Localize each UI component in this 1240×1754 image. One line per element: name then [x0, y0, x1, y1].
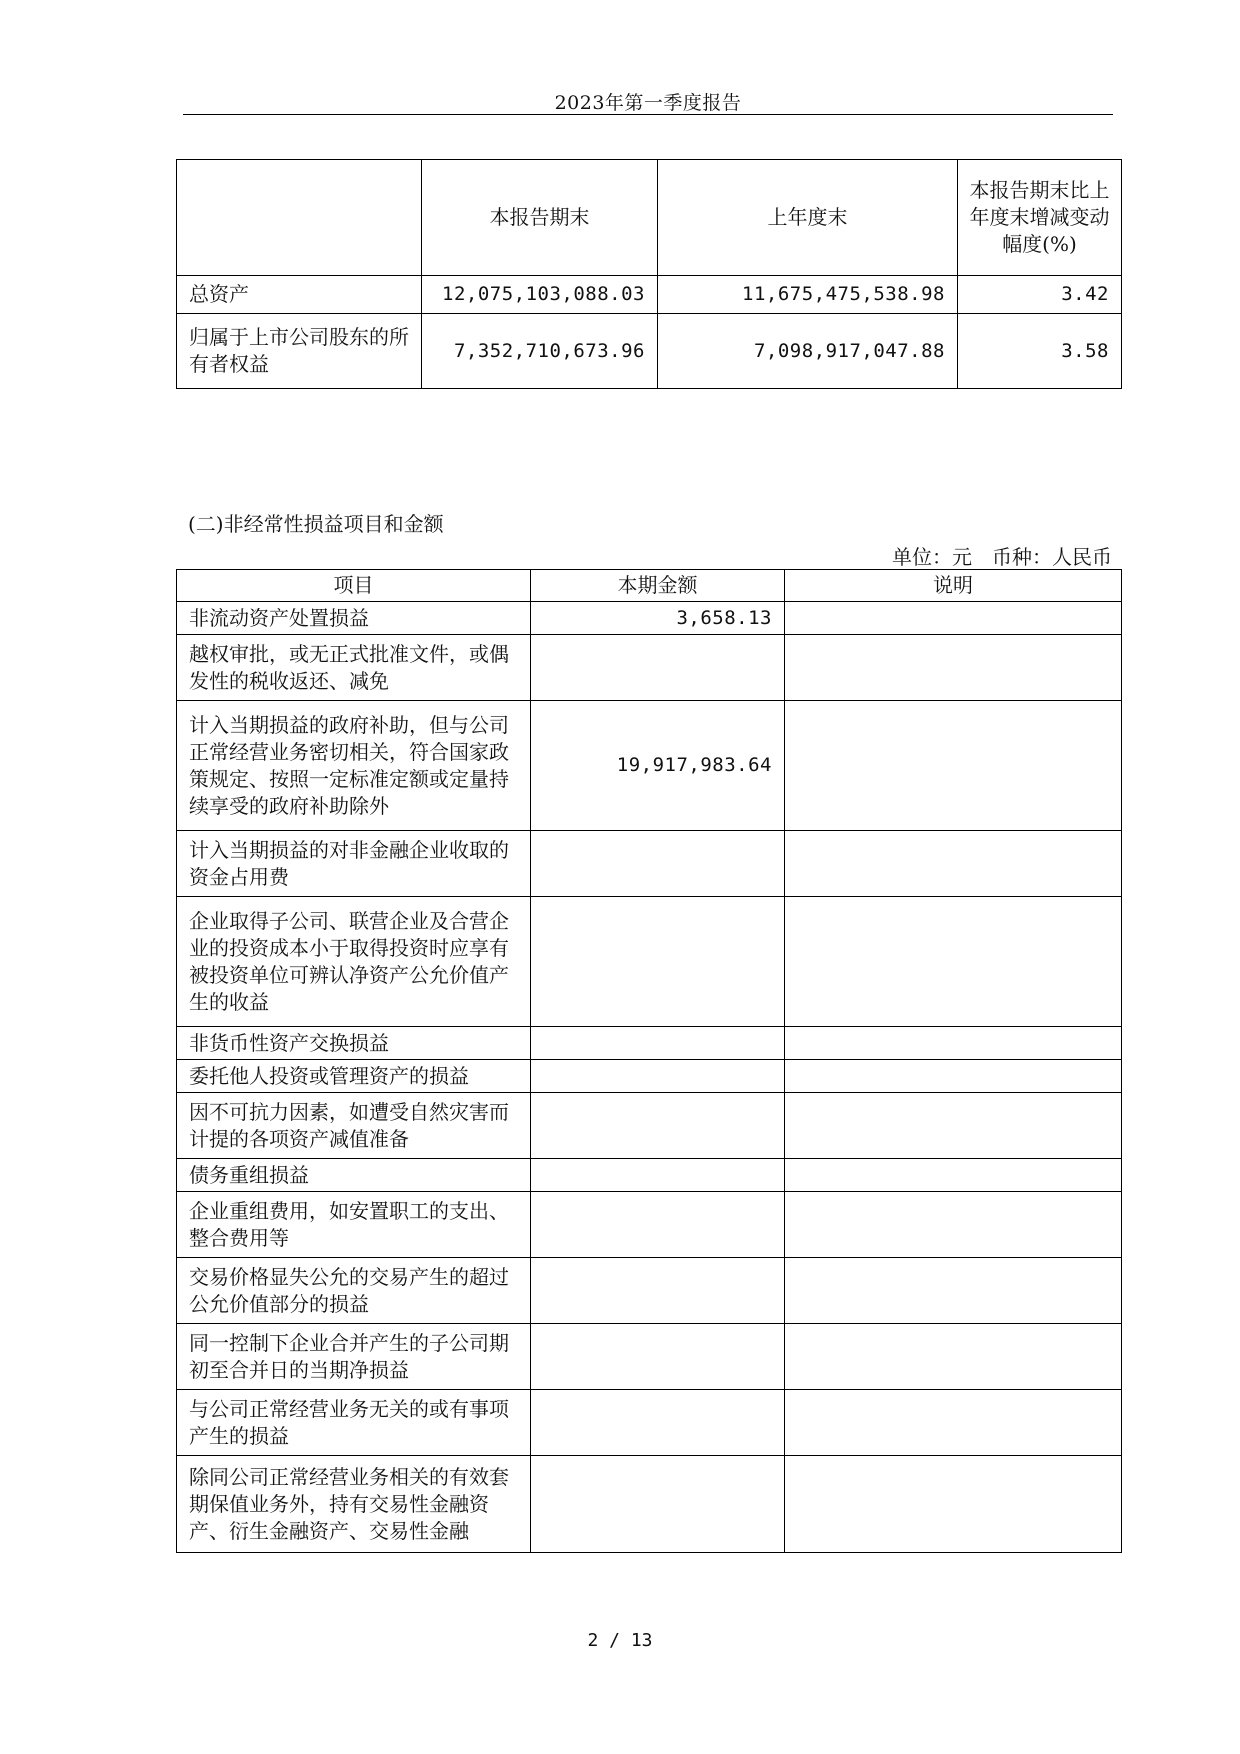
row-note [785, 602, 1122, 635]
row-item: 企业重组费用，如安置职工的支出、整合费用等 [177, 1192, 531, 1258]
row-amount [531, 1093, 785, 1159]
row-label: 总资产 [177, 276, 422, 314]
table-row [177, 1060, 1122, 1093]
row-amount [531, 1192, 785, 1258]
row-amount: 3,658.13 [531, 602, 785, 635]
row-item: 交易价格显失公允的交易产生的超过公允价值部分的损益 [177, 1258, 531, 1324]
header-divider [183, 114, 1113, 115]
row-current: 7,352,710,673.96 [422, 314, 658, 389]
row-note [785, 1027, 1122, 1060]
table-row [177, 701, 1122, 831]
row-amount [531, 1258, 785, 1324]
table-row [177, 1192, 1122, 1258]
page-number: 2 / 13 [587, 1630, 653, 1651]
balance-header-current: 本报告期末 [422, 160, 658, 276]
row-amount [531, 635, 785, 701]
row-item: 同一控制下企业合并产生的子公司期初至合并日的当期净损益 [177, 1324, 531, 1390]
balance-header-change: 本报告期末比上年度末增减变动幅度(%) [958, 160, 1122, 276]
row-amount [531, 1159, 785, 1192]
row-prior: 11,675,475,538.98 [658, 276, 958, 314]
balance-table-header-row [177, 160, 1122, 276]
row-item: 因不可抗力因素，如遭受自然灾害而计提的各项资产减值准备 [177, 1093, 531, 1159]
table-row [177, 1456, 1122, 1553]
header-item: 项目 [177, 570, 531, 602]
page-header-title: 2023年第一季度报告 [554, 92, 742, 114]
table-row [177, 1324, 1122, 1390]
row-note [785, 1456, 1122, 1553]
row-note [785, 635, 1122, 701]
table-row [177, 1159, 1122, 1192]
row-item: 委托他人投资或管理资产的损益 [177, 1060, 531, 1093]
row-item: 与公司正常经营业务无关的或有事项产生的损益 [177, 1390, 531, 1456]
section-title: (二)非经常性损益项目和金额 [188, 512, 444, 536]
table-row [177, 831, 1122, 897]
row-amount [531, 1390, 785, 1456]
row-note [785, 701, 1122, 831]
row-prior: 7,098,917,047.88 [658, 314, 958, 389]
table-row [177, 1390, 1122, 1456]
row-change: 3.42 [958, 276, 1122, 314]
row-note [785, 1060, 1122, 1093]
row-label: 归属于上市公司股东的所有者权益 [177, 314, 422, 389]
table-row [177, 1258, 1122, 1324]
table-row [177, 635, 1122, 701]
row-note [785, 1324, 1122, 1390]
nonrecurring-header-row [177, 570, 1122, 602]
row-amount: 19,917,983.64 [531, 701, 785, 831]
balance-header-prior: 上年度末 [658, 160, 958, 276]
row-item: 非货币性资产交换损益 [177, 1027, 531, 1060]
row-item: 企业取得子公司、联营企业及合营企业的投资成本小于取得投资时应享有被投资单位可辨认净资产公允价值产生的收益 [177, 897, 531, 1027]
row-note [785, 831, 1122, 897]
row-note [785, 1192, 1122, 1258]
table-row [177, 314, 1122, 389]
header-amount: 本期金额 [531, 570, 785, 602]
row-item: 越权审批，或无正式批准文件，或偶发性的税收返还、减免 [177, 635, 531, 701]
row-note [785, 1258, 1122, 1324]
row-note [785, 1093, 1122, 1159]
table-row [177, 602, 1122, 635]
row-current: 12,075,103,088.03 [422, 276, 658, 314]
row-amount [531, 1456, 785, 1553]
table-row [177, 1093, 1122, 1159]
header-note: 说明 [785, 570, 1122, 602]
table-row [177, 897, 1122, 1027]
row-amount [531, 897, 785, 1027]
table-row [177, 276, 1122, 314]
unit-currency-line: 单位：元 币种：人民币 [892, 545, 1112, 569]
row-item: 债务重组损益 [177, 1159, 531, 1192]
row-item: 计入当期损益的对非金融企业收取的资金占用费 [177, 831, 531, 897]
row-note [785, 897, 1122, 1027]
row-amount [531, 1027, 785, 1060]
row-amount [531, 1324, 785, 1390]
nonrecurring-table [176, 569, 1122, 1553]
table-row [177, 1027, 1122, 1060]
balance-table [176, 159, 1122, 389]
row-note [785, 1159, 1122, 1192]
row-change: 3.58 [958, 314, 1122, 389]
row-item: 计入当期损益的政府补助，但与公司正常经营业务密切相关，符合国家政策规定、按照一定标准定额或定量持续享受的政府补助除外 [177, 701, 531, 831]
row-item: 非流动资产处置损益 [177, 602, 531, 635]
row-item: 除同公司正常经营业务相关的有效套期保值业务外，持有交易性金融资产、衍生金融资产、交易性金融 [177, 1456, 531, 1553]
row-note [785, 1390, 1122, 1456]
row-amount [531, 1060, 785, 1093]
balance-header-blank [177, 160, 422, 276]
row-amount [531, 831, 785, 897]
